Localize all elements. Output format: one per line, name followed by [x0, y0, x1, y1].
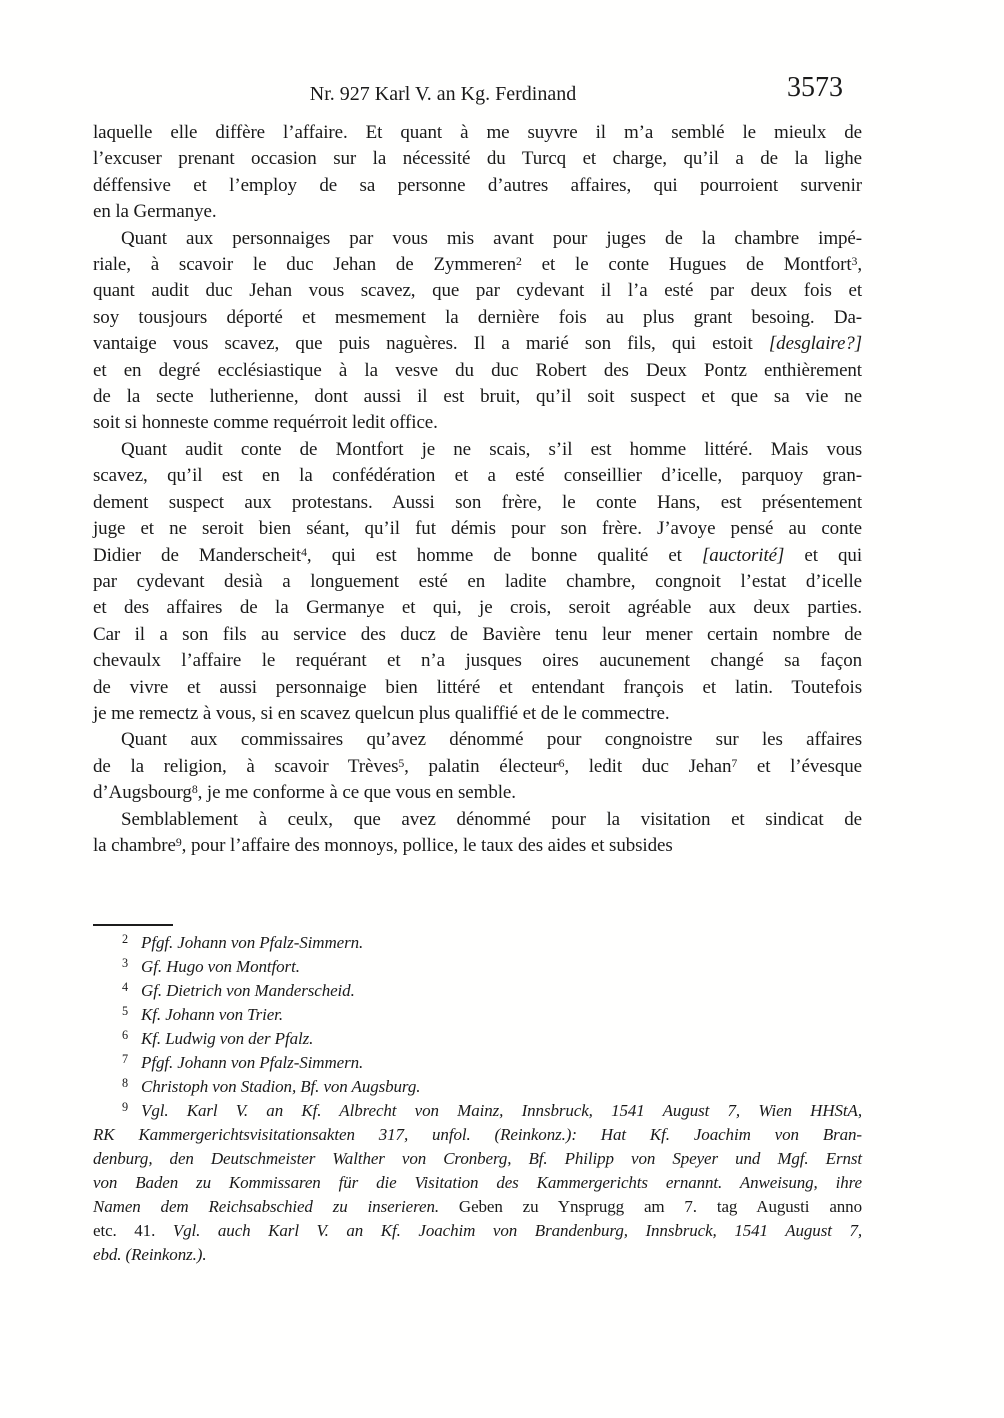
- footnote-number: 5: [122, 1003, 129, 1018]
- body-line: l’excuser prenant occasion sur la nécessité du Turcq et charge, qu’il a de la lighe: [93, 148, 862, 170]
- footnote-number: 2: [122, 931, 129, 946]
- footnote-number: 3: [122, 955, 129, 970]
- italic-text: Pfgf. Johann von Pfalz-Simmern.: [141, 1053, 364, 1072]
- footnote-line: [93, 1027, 862, 1051]
- footnote-line: etc. 41. Vgl. auch Karl V. an Kf. Joachim von Brandenburg, Innsbruck, 1541 August 7,: [93, 1221, 863, 1240]
- footnote-line: [93, 1171, 862, 1195]
- body-line: soit si honneste comme requérroit ledit office.: [93, 412, 438, 434]
- footnote-number: 9: [122, 1099, 129, 1114]
- italic-text: von Baden zu Kommissaren für die Visitation des Kammergerichts ernannt. Anweisung, ihre: [93, 1173, 862, 1192]
- italic-text: ebd. (Reinkonz.).: [93, 1245, 207, 1264]
- footnote-ref: 6: [558, 756, 565, 770]
- footnote-ref: 4: [301, 545, 307, 559]
- body-line: scavez, qu’il est en la confédération et a esté conseillier d’icelle, parquoy gran-: [93, 465, 862, 487]
- footnote-ref: 2: [516, 255, 522, 269]
- body-line: dement suspect aux protestans. Aussi son frère, le conte Hans, est présentement: [93, 491, 862, 513]
- body-line: Didier de Manderscheit$^4$, qui est homme de bonne qualité et [auctorité] et qui: [93, 544, 862, 566]
- footnote-line: [93, 1243, 862, 1267]
- footnote-number: 7: [122, 1051, 129, 1066]
- page-number: 3573: [787, 72, 843, 103]
- footnote-number: 6: [122, 1027, 129, 1042]
- italic-text: Vgl. auch Karl V. an Kf. Joachim von Brandenburg, Innsbruck, 1541 August 7,: [172, 1221, 863, 1240]
- body-line: d’Augsbourg$^8$, je me conforme à ce que vous en semble.: [93, 782, 516, 804]
- footnote-ref: 3: [851, 255, 858, 269]
- italic-text: Kf. Ludwig von der Pfalz.: [141, 1029, 314, 1048]
- body-line: chevaulx l’affaire le requérant et n’a jusques oires aucunement changé sa façon: [93, 650, 862, 672]
- body-line: Quant aux personnaiges par vous mis avant pour juges de la chambre impé-: [121, 227, 862, 249]
- footnote-ref: 5: [398, 756, 405, 770]
- italic-text: Kf. Johann von Trier.: [141, 1005, 283, 1024]
- body-line: Quant aux commissaires qu’avez dénommé pour congnoistre sur les affaires: [121, 729, 862, 751]
- footnote-line: [93, 1123, 862, 1147]
- body-line: quant audit duc Jehan vous scavez, que par cydevant il l’a esté par deux fois et: [93, 280, 862, 302]
- body-line: je me remectz à vous, si en scavez quelcun plus qualiffié et de le commectre.: [93, 702, 670, 724]
- body-text: [93, 120, 862, 859]
- body-line: de la religion, à scavoir Trèves$^5$, palatin électeur$^6$, ledit duc Jehan$^7$ et l’évesque: [93, 755, 862, 777]
- body-line: déffensive et l’employ de sa personne d’autres affaires, qui pourroient survenir: [93, 174, 862, 196]
- body-line: de vivre et aussi personnaige bien littéré et entendant françois et latin. Toutefois: [93, 676, 862, 698]
- body-line: soy tousjours déporté et mesmement la dernière fois au plus grant besoing. Da-: [93, 306, 862, 328]
- body-line: de la secte lutherienne, dont aussi il est bruit, qu’il soit suspect et que sa vie ne: [93, 386, 862, 408]
- body-line: par cydevant desià a longuement esté en ladite chambre, congnoit l’estat d’icelle: [93, 570, 862, 592]
- body-line: Semblablement à ceulx, que avez dénommé pour la visitation et sindicat de: [121, 808, 862, 830]
- body-line: vantaige vous scavez, que puis naguères. Il a marié son fils, qui estoit [desglaire?]: [93, 333, 862, 355]
- footnote-ref: 8: [191, 783, 198, 797]
- footnote-line: [93, 1147, 862, 1171]
- footnote-line: [93, 1003, 862, 1027]
- footnote-line: [93, 955, 862, 979]
- footnote-ref: 7: [731, 756, 738, 770]
- body-line: Quant audit conte de Montfort je ne scais, s’il est homme littéré. Mais vous: [121, 438, 862, 460]
- footnotes-list: [93, 931, 862, 1267]
- footnote-line: [93, 1051, 862, 1075]
- body-line: en la Germanye.: [93, 201, 217, 223]
- body-line: laquelle elle diffère l’affaire. Et quant à me suyvre il m’a semblé le mieulx de: [93, 122, 862, 143]
- body-line: Car il a son fils au service des ducz de Bavière tenu leur mener certain nombre de: [93, 623, 862, 645]
- italic-text: Namen dem Reichsabschied zu inserieren.: [93, 1197, 439, 1216]
- italic-text: denburg, den Deutschmeister Walther von Cronberg, Bf. Philipp von Speyer und Mgf. Ernst: [93, 1149, 862, 1168]
- footnote-number: 4: [122, 979, 129, 994]
- italic-text: Gf. Hugo von Montfort.: [141, 957, 300, 976]
- italic-text: [desglaire?]: [768, 333, 862, 355]
- footnote-line: [93, 979, 862, 1003]
- running-header-title: Nr. 927 Karl V. an Kg. Ferdinand: [309, 83, 577, 105]
- body-line: et en degré ecclésiastique à la vesve du duc Robert des Deux Pontz enthièrement: [93, 359, 862, 381]
- footnote-line: [93, 1099, 862, 1123]
- body-line: la chambre$^9$, pour l’affaire des monnoys, pollice, le taux des aides et subsides: [93, 834, 673, 856]
- footnote-number: 8: [122, 1075, 129, 1090]
- italic-text: Gf. Dietrich von Manderscheid.: [141, 981, 355, 1000]
- italic-text: Christoph von Stadion, Bf. von Augsburg.: [141, 1077, 421, 1096]
- italic-text: Pfgf. Johann von Pfalz-Simmern.: [141, 933, 364, 952]
- body-line: riale, à scavoir le duc Jehan de Zymmeren$^2$ et le conte Hugues de Montfort$^3$,: [93, 254, 862, 276]
- body-line: et des affaires de la Germanye et qui, je crois, seroit agréable aux deux parties.: [93, 597, 862, 619]
- italic-text: Vgl. Karl V. an Kf. Albrecht von Mainz, Innsbruck, 1541 August 7, Wien HHStA,: [141, 1101, 862, 1120]
- footnote-line: Namen dem Reichsabschied zu inserieren. Geben zu Ynsprugg am 7. tag Augusti anno: [93, 1197, 862, 1216]
- italic-text: RK Kammergerichtsvisitationsakten 317, unfol. (Reinkonz.): Hat Kf. Joachim von Bran-: [93, 1125, 862, 1144]
- footnote-separator-rule: [93, 924, 173, 926]
- body-line: juge et ne seroit bien séant, qu’il fut démis pour son frère. J’avoye pensé au conte: [93, 518, 862, 540]
- footnote-line: [93, 931, 862, 955]
- footnote-line: [93, 1075, 862, 1099]
- italic-text: [auctorité]: [701, 544, 785, 566]
- footnote-ref: 9: [175, 836, 182, 850]
